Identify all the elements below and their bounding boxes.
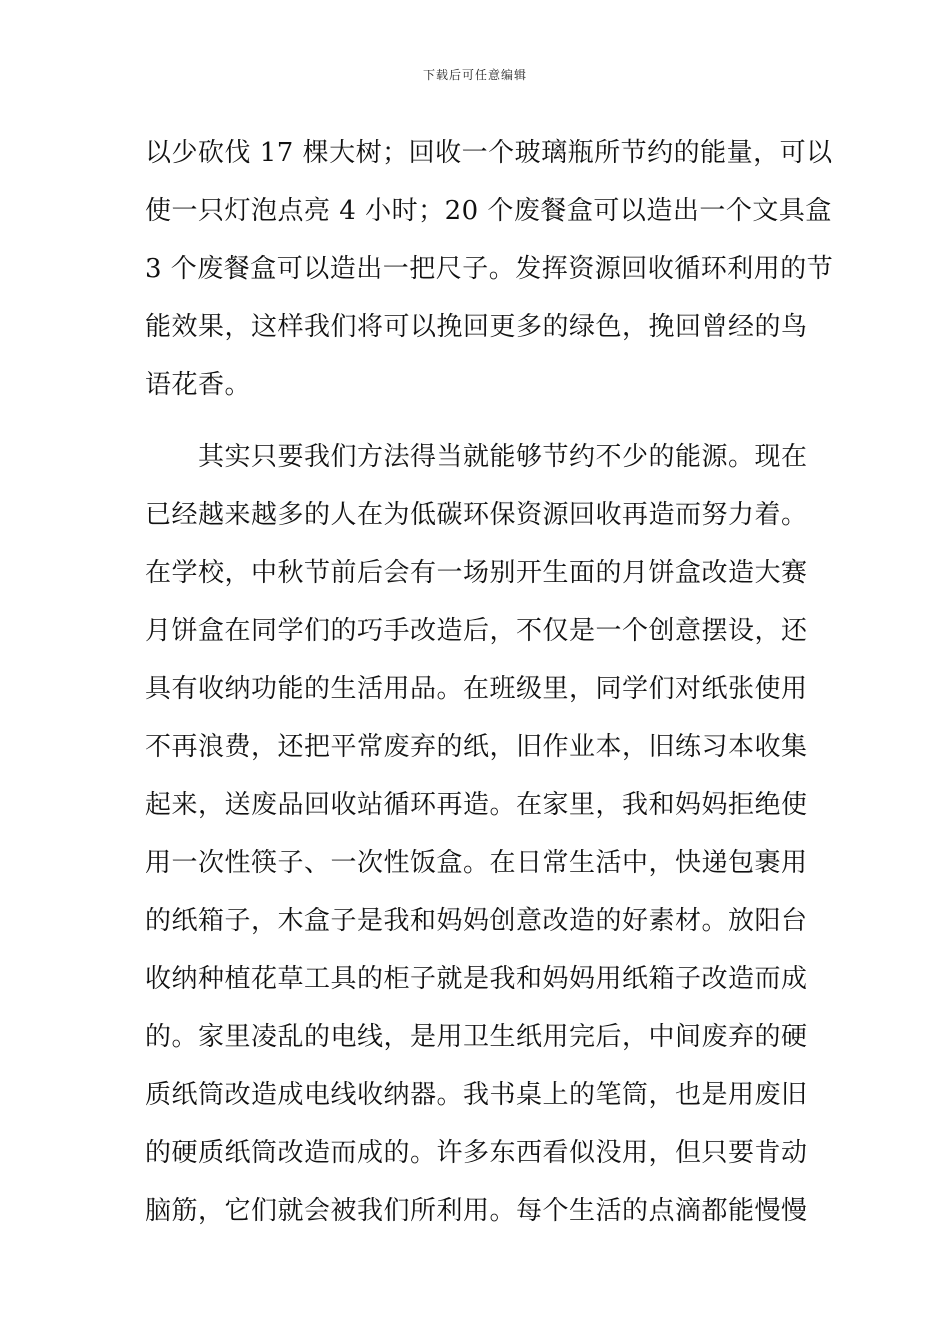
document-body — [145, 124, 834, 1240]
text-line: 质纸筒改造成电线收纳器。我书桌上的笔筒，也是用废旧 — [145, 1080, 808, 1110]
text-line: 的纸箱子，木盒子是我和妈妈创意改造的好素材。放阳台 — [145, 906, 808, 936]
text-line: 在学校，中秋节前后会有一场别开生面的月饼盒改造大赛 — [145, 558, 808, 588]
paragraph-1 — [145, 124, 834, 414]
text-line: 语花香。 — [145, 370, 252, 400]
text-line: 3 个废餐盒可以造出一把尺子。发挥资源回收循环利用的节 — [145, 254, 834, 284]
text-line: 以少砍伐 17 棵大树；回收一个玻璃瓶所节约的能量，可以 — [145, 138, 833, 168]
text-line: 起来，送废品回收站循环再造。在家里，我和妈妈拒绝使 — [145, 790, 808, 820]
text-line: 已经越来越多的人在为低碳环保资源回收再造而努力着。 — [145, 500, 808, 530]
paragraph-spacer — [145, 414, 809, 428]
text-line: 用一次性筷子、一次性饭盒。在日常生活中，快递包裹用 — [145, 848, 808, 878]
text-line: 的。家里凌乱的电线，是用卫生纸用完后，中间废弃的硬 — [145, 1022, 808, 1052]
text-line: 的硬质纸筒改造而成的。许多东西看似没用，但只要肯动 — [145, 1138, 808, 1168]
text-line: 使一只灯泡点亮 4 小时；20 个废餐盒可以造出一个文具盒 — [145, 196, 832, 226]
text-line: 能效果，这样我们将可以挽回更多的绿色，挽回曾经的鸟 — [145, 312, 808, 342]
text-line: 具有收纳功能的生活用品。在班级里，同学们对纸张使用 — [145, 674, 808, 704]
text-line: 月饼盒在同学们的巧手改造后，不仅是一个创意摆设，还 — [145, 616, 808, 646]
text-line: 其实只要我们方法得当就能够节约不少的能源。现在 — [145, 442, 808, 472]
text-line: 不再浪费，还把平常废弃的纸，旧作业本，旧练习本收集 — [145, 732, 808, 762]
page-header: 下载后可任意编辑 — [422, 68, 527, 82]
paragraph-2 — [145, 428, 809, 1240]
text-line: 脑筋，它们就会被我们所利用。每个生活的点滴都能慢慢 — [145, 1196, 808, 1226]
text-line: 收纳种植花草工具的柜子就是我和妈妈用纸箱子改造而成 — [145, 964, 808, 994]
